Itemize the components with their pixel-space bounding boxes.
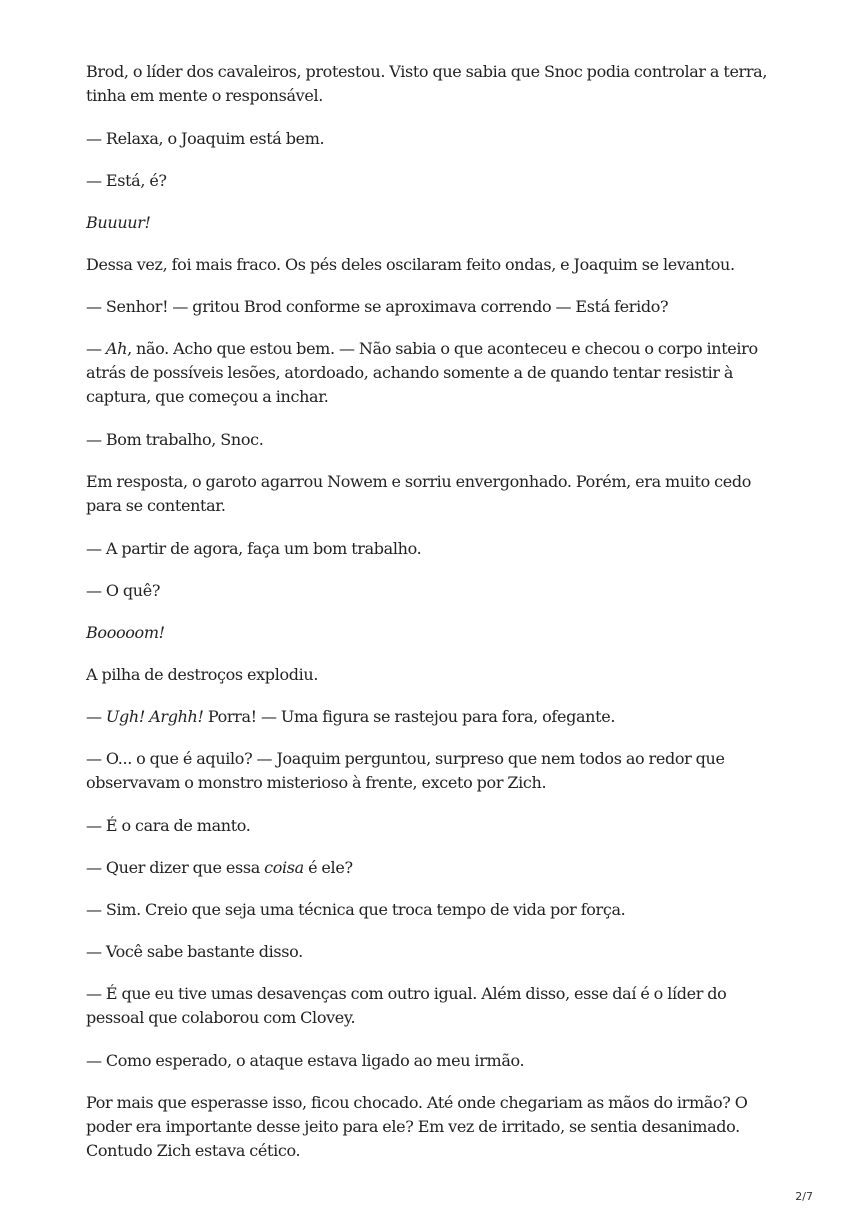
- page-number: 2/7: [795, 1190, 813, 1203]
- paragraph: Por mais que esperasse isso, ficou chocado. Até onde chegariam as mãos do irmão? O poder era importante desse jeito para ele? Em vez de irritado, se sentia desanimado. Contudo Zich estava cético.: [86, 1093, 748, 1160]
- paragraph: — Bom trabalho, Snoc.: [86, 430, 264, 449]
- paragraph: — Relaxa, o Joaquim está bem.: [86, 129, 325, 148]
- paragraph: Brod, o líder dos cavaleiros, protestou. Visto que sabia que Snoc podia controlar a terra, tinha em mente o responsável.: [86, 62, 768, 105]
- paragraph: — É o cara de manto.: [86, 816, 251, 835]
- paragraph: Em resposta, o garoto agarrou Nowem e sorriu envergonhado. Porém, era muito cedo para se contentar.: [86, 472, 752, 515]
- sound-effect: Buuuur!: [86, 213, 151, 232]
- paragraph: — Você sabe bastante disso.: [86, 942, 303, 961]
- paragraph: — Sim. Creio que seja uma técnica que troca tempo de vida por força.: [86, 900, 626, 919]
- paragraph: — Quer dizer que essa coisa é ele?: [86, 858, 353, 877]
- paragraph: Dessa vez, foi mais fraco. Os pés deles oscilaram feito ondas, e Joaquim se levantou.: [86, 255, 735, 274]
- paragraph: — Está, é?: [86, 171, 167, 190]
- paragraph: — Como esperado, o ataque estava ligado ao meu irmão.: [86, 1051, 525, 1070]
- paragraph: — Senhor! — gritou Brod conforme se aproximava correndo — Está ferido?: [86, 297, 669, 316]
- paragraph: — A partir de agora, faça um bom trabalho.: [86, 539, 422, 558]
- sound-effect: Booooom!: [86, 623, 165, 642]
- paragraph: — Ugh! Arghh! Porra! — Uma figura se rastejou para fora, ofegante.: [86, 707, 616, 726]
- paragraph: A pilha de destroços explodiu.: [86, 665, 319, 684]
- paragraph: — Ah, não. Acho que estou bem. — Não sabia o que aconteceu e checou o corpo inteiro atrás de possíveis lesões, atordoado, achando somente a de quando tentar resistir à captura, que começou a inchar.: [86, 339, 758, 406]
- paragraph: — O... o que é aquilo? — Joaquim perguntou, surpreso que nem todos ao redor que observavam o monstro misterioso à frente, exceto por Zich.: [86, 749, 725, 792]
- paragraph: — O quê?: [86, 581, 161, 600]
- paragraph: — É que eu tive umas desavenças com outro igual. Além disso, esse daí é o líder do pessoal que colaborou com Clovey.: [86, 984, 727, 1027]
- document-page: [86, 60, 786, 1182]
